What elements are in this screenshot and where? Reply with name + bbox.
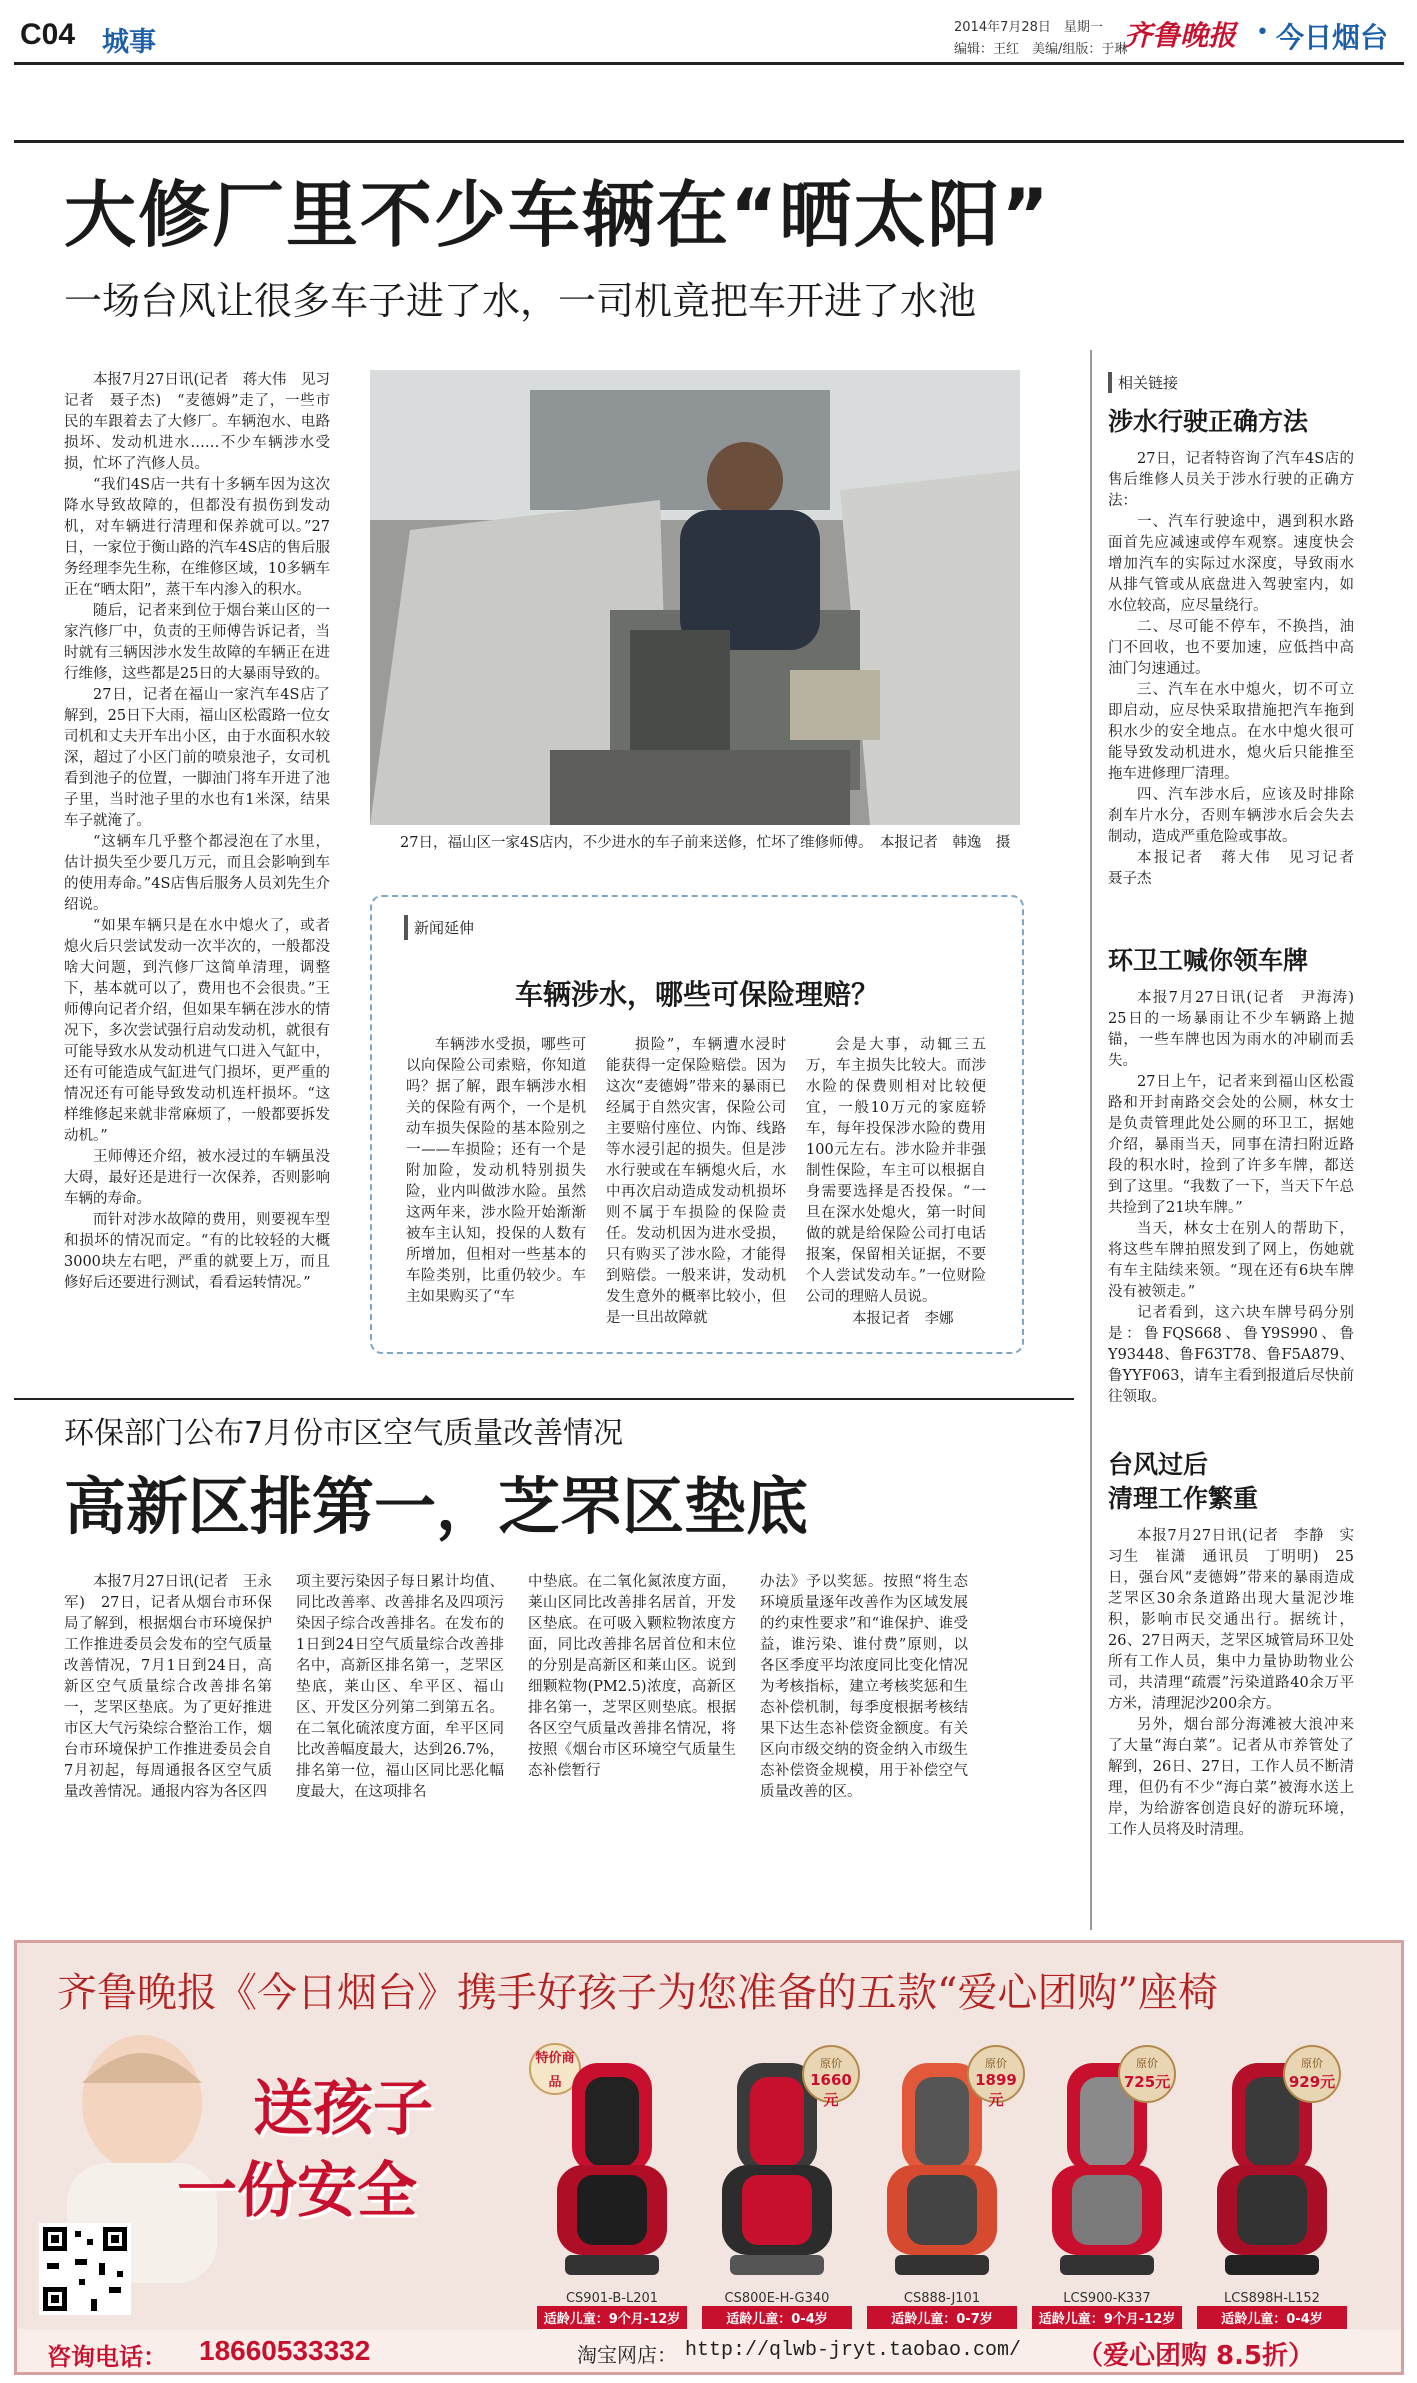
shop-label: 淘宝网店： (577, 2343, 677, 2367)
sidebar-cleanup-title-1: 台风过后 (1108, 1450, 1209, 1479)
sidebar-plates-body (1108, 988, 1369, 1408)
sidebar-related-byline: 本报记者 蒋大伟 见习记者 聂子杰 (1108, 850, 1369, 887)
seat-age: 适龄儿童：9个月-12岁 (1032, 2306, 1182, 2329)
sidebar-cleanup-body (1108, 1526, 1354, 1841)
sidebar-cleanup-paragraph: 本报7月27日讯(记者 李静 实习生 崔潇 通讯员 丁明明) 25日，强台风“麦德姆”带来的暴雨造成芝罘区30余条道路出现大量泥沙堆积，影响市民交通出行。据统计，26、27日两天，芝罘区城管局环卫处所有工作人员，集中力量协助物业公司，共清理“疏震”污染道路40余万平方米，清理泥沙200余方。 (1108, 1528, 1354, 1712)
box-col-1: 车辆涉水受损，哪些可以向保险公司索赔，你知道吗？据了解，跟车辆涉水相关的保险有两个，一个是机动车损失保险的基本险别之一——车损险；还有一个是附加险，发动机特别损失险，业内叫做涉水险。虽然这两年来，涉水险开始渐渐被车主认知，投保的人数有所增加，但相对一些基本的车险类别，比重仍较少。车主如果购买了“车 (406, 1037, 586, 1305)
box-byline: 本报记者 李娜 (852, 1311, 954, 1327)
sidebar-related-paragraph: 一、汽车行驶途中，遇到积水路面首先应减速或停车观察。速度快会增加汽车的实际过水深度，导致雨水从排气管或从底盘进入驾驶室内，如水位较高，应尽量绕行。 (1108, 514, 1354, 614)
top-section-rule (14, 140, 1404, 143)
lead-body (64, 370, 330, 1294)
seat-model: CS901-B-L201 (565, 2291, 659, 2306)
lead-paragraph: 27日，记者在福山一家汽车4S店了解到，25日下大雨，福山区松霞路一位女司机和丈夫开车出小区，由于水面积水较深，超过了小区门前的喷泉池子，女司机看到池子的位置，一脚油门将车开进了池子里，当时池子里的水也有1米深，结果车子就淹了。 (64, 687, 330, 829)
lead-photo (370, 370, 1020, 825)
seat-price-badge (802, 2045, 860, 2109)
seat-model: CS800E-H-G340 (724, 2291, 830, 2306)
discount-label: （爱心团购 8.5折） (1077, 2341, 1315, 2371)
price-label: 原价 (1301, 2057, 1323, 2070)
sidebar-related-tag: 相关链接 (1108, 372, 1178, 393)
price-label: 原价 (1136, 2057, 1158, 2070)
sidebar-related (1108, 372, 1369, 890)
seat-model: LCS900-K337 (1063, 2291, 1151, 2306)
seat-price-badge (1283, 2045, 1341, 2103)
header-rule (14, 62, 1404, 65)
lead-paragraph: 而针对涉水故障的费用，则要视车型和损坏的情况而定。“有的比较轻的大概3000块左右吧，严重的就要上万，而且修好后还要进行测试，看看运转情况。” (64, 1212, 330, 1291)
sidebar-related-paragraph: 27日，记者特咨询了汽车4S店的售后维修人员关于涉水行驶的正确方法： (1108, 451, 1354, 509)
sidebar-plates-paragraph: 本报7月27日讯(记者 尹海涛) 25日的一场暴雨让不少车辆路上抛锚，一些车牌也因为雨水的冲刷而丢失。 (1108, 990, 1369, 1069)
car-seat-image (537, 2055, 687, 2287)
sidebar-cleanup (1108, 1448, 1354, 1841)
price-label: 原价 (985, 2057, 1007, 2070)
lead-paragraph: 本报7月27日讯(记者 蒋大伟 见习记者 聂子杰) “麦德姆”走了，一些市民的车跟着去了大修厂。车辆泡水、电路损坏、发动机进水……不少车辆涉水受损，忙坏了汽修人员。 (64, 372, 330, 472)
air-col-2: 项主要污染因子每日累计均值、同比改善率、改善排名及四项污染因子综合改善排名。在发布的1日到24日空气质量综合改善排名中，高新区排名第一，芝罘区垫底，莱山区、牟平区、福山区、开发区分列第二到第五名。在二氧化硫浓度方面，牟平区同比改善幅度最大，达到26.7%，排名第一位，福山区同比恶化幅度最大，在这项排名 (296, 1574, 504, 1800)
seat-age: 适龄儿童：0-4岁 (1197, 2306, 1347, 2329)
sidebar-cleanup-title-2: 清理工作繁重 (1108, 1484, 1259, 1513)
phone-label: 咨询电话： (47, 2343, 167, 2371)
sidebar-plates-title: 环卫工喊你领车牌 (1108, 946, 1309, 975)
photo-caption: 27日，福山区一家4S店内，不少进水的车子前来送修，忙坏了维修师傅。 本报记者 韩逸 摄 (400, 835, 1011, 851)
sidebar-plates-paragraph: 当天，林女士在别人的帮助下，将这些车牌拍照发到了网上，伤她就有车主陆续来领。“现在还有6块车牌没有被领走。” (1108, 1221, 1354, 1300)
sidebar-cleanup-paragraph: 另外，烟台部分海滩被大浪冲来了大量“海白菜”。记者从市养管处了解到，26日、27日，工作人员不断清理，但仍有不少“海白菜”被海水送上岸，为给游客创造良好的游玩环境，工作人员将及时清理。 (1108, 1717, 1354, 1838)
sidebar-related-title: 涉水行驶正确方法 (1108, 407, 1309, 436)
lead-paragraph: “我们4S店一共有十多辆车因为这次降水导致故障的，但都没有损伤到发动机，对车辆进行清理和保养就可以。”27日，一家位于衡山路的汽车4S店的售后服务经理李先生称，在维修区域，10多辆车正在“晒太阳”，蒸干车内渗入的积水。 (64, 477, 330, 598)
lead-paragraph: “如果车辆只是在水中熄火了，或者熄火后只尝试发动一次半次的，一般都没啥大问题，到汽修厂这简单清理，调整下，基本就可以了，费用也不会很贵。”王师傅向记者介绍，但如果车辆在涉水的情况下，多次尝试强行启动发动机，就很有可能导致水从发动机进气口进入气缸中，还有可能造成气缸进气门损坏，更严重的情况还有可能导致发动机连杆损坏。“这样维修起来就非常麻烦了，一般都要拆发动机。” (64, 918, 330, 1144)
seat-price-badge (1118, 2045, 1176, 2103)
ad-slogan-2: 一份安全 (177, 2156, 417, 2226)
shop-url[interactable]: http://qlwb-jryt.taobao.com/ (685, 2339, 1022, 2362)
lead-subhead: 一场台风让很多车子进了水，一司机竟把车开进了水池 (64, 279, 977, 323)
seat-5[interactable] (1197, 2055, 1347, 2355)
seat-age: 适龄儿童：0-4岁 (702, 2306, 852, 2329)
sidebar-related-paragraph: 四、汽车涉水后，应该及时排除刹车片水分，否则车辆涉水后会失去制动，造成严重危险或事故。 (1108, 787, 1354, 845)
issue-editors: 编辑：王红 美编/组版：于琳 (954, 42, 1128, 57)
sidebar-plates-paragraph: 记者看到，这六块车牌号码分别是：鲁FQS668、鲁Y9S990、鲁Y93448、鲁F63T78、鲁F5A879、鲁YYF063，请车主看到报道后尽快前往领取。 (1108, 1305, 1354, 1405)
lead-paragraph: “这辆车几乎整个都浸泡在了水里，估计损失至少要几万元，而且会影响到车的使用寿命。”4S店售后服务人员刘先生介绍说。 (64, 834, 330, 913)
air-kicker: 环保部门公布7月份市区空气质量改善情况 (64, 1416, 624, 1451)
air-col-4: 办法》予以奖惩。按照“将生态环境质量逐年改善作为区域发展的约束性要求”和“谁保护、谁受益，谁污染、谁付费”原则，以各区季度平均浓度同比变化情况为考核指标，建立考核奖惩和生态补偿机制，每季度根据考核结果下达生态补偿资金额度。有关区向市级交纳的资金纳入市级生态补偿资金规模，用于补偿空气质量改善的区。 (760, 1574, 968, 1800)
sidebar-related-body (1108, 449, 1369, 890)
price-label: 原价 (820, 2057, 842, 2070)
ad-bottom-strip (17, 2329, 1401, 2375)
page-code: C04 (20, 18, 76, 51)
seat-price-badge (967, 2045, 1025, 2109)
lead-headline: 大修厂里不少车辆在“晒太阳” (64, 173, 1051, 257)
qr-code-icon (39, 2223, 131, 2315)
seat-age: 适龄儿童：9个月-12岁 (537, 2306, 687, 2329)
price-value: 929元 (1288, 2073, 1336, 2091)
box-tag: 新闻延伸 (404, 915, 480, 940)
sidebar-related-paragraph: 二、尽可能不停车，不换挡，油门不回收，也不要加速，应低挡中高油门匀速通过。 (1108, 619, 1354, 677)
air-section-rule (14, 1398, 1074, 1400)
page-header (14, 10, 1404, 60)
ad-banner-title: 齐鲁晚报《今日烟台》携手好孩子为您准备的五款“爱心团购”座椅 (57, 1970, 1218, 2016)
phone-number[interactable]: 18660533332 (199, 2335, 371, 2366)
seat-4[interactable] (1032, 2055, 1182, 2355)
box-col-3: 会是大事，动辄三五万，车主损失比较大。而涉水险的保费则相对比较便宜，一般10万元的家庭轿车，每年投保涉水险的费用100元左右。涉水险并非强制性保险，车主可以根据自身需要选择是否投保。“一旦在深水处熄火，第一时间做的就是给保险公司打电话报案，保留相关证据，不要个人尝试发动车。”一位财险公司的理赔人员说。 (806, 1037, 986, 1305)
lead-paragraph: 王师傅还介绍，被水浸过的车辆虽没大碍，最好还是进行一次保养，否则影响车辆的寿命。 (64, 1149, 330, 1207)
seat-1[interactable] (537, 2055, 687, 2355)
edition-name: 今日烟台 (1276, 21, 1389, 54)
sidebar-plates-paragraph: 27日上午，记者来到福山区松霞路和开封南路交会处的公厕，林女士是负责管理此处公厕的环卫工，据她介绍，暴雨当天，同事在清扫附近路段的积水时，捡到了许多车牌，都送到了这里。“我数了一下，当天下午总共捡到了21块车牌。” (1108, 1074, 1354, 1216)
ad-slogan-1: 送孩子 (253, 2074, 433, 2144)
sidebar-plates (1108, 944, 1369, 1408)
paper-logo: 齐鲁晚报 (1124, 19, 1237, 52)
issue-date: 2014年7月28日 星期一 (954, 20, 1103, 35)
price-value: 725元 (1123, 2073, 1171, 2091)
sidebar-rule (1090, 350, 1092, 1930)
air-col-1: 本报7月27日讯(记者 王永军) 27日，记者从烟台市环保局了解到，根据烟台市环境保护工作推进委员会发布的空气质量改善情况，7月1日到24日，高新区空气质量综合改善排名第一，芝罘区垫底。为了更好推进市区大气污染综合整治工作，烟台市环境保护工作推进委员会自7月初起，每周通报各区空气质量改善情况。通报内容为各区四 (64, 1574, 272, 1800)
seat-age: 适龄儿童：0-7岁 (867, 2306, 1017, 2329)
ad-banner (14, 1940, 1404, 2375)
seat-2[interactable] (702, 2055, 852, 2355)
special-price-tag: 特价商品 (529, 2043, 581, 2095)
box-title: 车辆涉水，哪些可保险理赔？ (514, 978, 879, 1011)
seat-model: LCS898H-L152 (1224, 2291, 1320, 2306)
edition-dot: • (1256, 20, 1269, 45)
seat-3[interactable] (867, 2055, 1017, 2355)
section-name: 城事 (102, 27, 156, 58)
price-value: 1660元 (810, 2071, 852, 2109)
sidebar-related-paragraph: 三、汽车在水中熄火，切不可立即启动，应尽快采取措施把汽车拖到积水少的安全地点。在水中熄火很可能导致发动机进水，熄火后只能推至拖车进修理厂清理。 (1108, 682, 1354, 782)
air-col-3: 中垫底。在二氧化氮浓度方面，莱山区同比改善排名居首，开发区垫底。在可吸入颗粒物浓度方面，同比改善排名居首位和末位的分别是高新区和莱山区。说到细颗粒物(PM2.5)浓度，高新区排名第一，芝罘区则垫底。根据各区空气质量改善排名情况，将按照《烟台市区环境空气质量生态补偿暂行 (528, 1574, 736, 1779)
box-col-2: 损险”，车辆遭水浸时能获得一定保险赔偿。因为这次“麦德姆”带来的暴雨已经属于自然灾害，保险公司主要赔付座位、内饰、线路等水浸引起的损失。但是涉水行驶或在车辆熄火后，水中再次启动造成发动机损坏则不属于车损险的保险责任。发动机因为进水受损，只有购买了涉水险，才能得到赔偿。一般来讲，发动机发生意外的概率比较小，但是一旦出故障就 (606, 1037, 786, 1326)
seat-model: CS888-J101 (903, 2291, 981, 2306)
repair-shop-photo (370, 370, 1020, 825)
air-headline: 高新区排第一，芝罘区垫底 (64, 1470, 809, 1543)
news-extension-box (370, 895, 1024, 1354)
price-value: 1899元 (975, 2071, 1017, 2109)
lead-paragraph: 随后，记者来到位于烟台莱山区的一家汽修厂中，负责的王师傅告诉记者，当时就有三辆因涉水发生故障的车辆正在进行维修，这些都是25日的大暴雨导致的。 (64, 603, 330, 682)
